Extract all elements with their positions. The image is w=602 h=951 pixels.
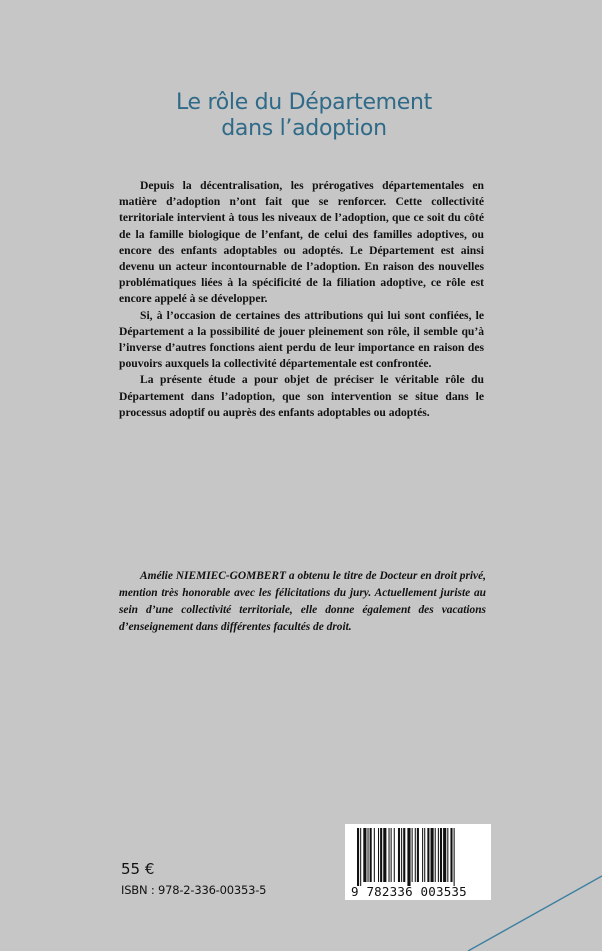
title-line-2: dans l’adoption <box>221 116 387 141</box>
author-bio-text: Amélie NIEMIEC-GOMBERT a obtenu le titre de Docteur en droit privé, mention très honorable avec les félicitations du jury. Actuellement juriste au sein d’une collectivité territoriale, elle donne également des vacations d’enseignement dans différentes facultés de droit. <box>119 570 486 633</box>
isbn-label: ISBN : 978-2-336-00353-5 <box>121 883 267 897</box>
summary-paragraph: Depuis la décentralisation, les prérogatives départementales en matière d’adoption n’ont fait que se renforcer. Cette collectivité territoriale intervient à tous les niveaux de l’adoption, que ce soit du côté de la famille biologique de l’enfant, de celui des familles adoptives, ou encore des enfants adoptables ou adoptés. Le Département est ainsi devenu un acteur incontournable de l’adoption. En raison des nouvelles problématiques liées à la spécificité de la filiation adoptive, ce rôle est encore appelé à se développer. <box>119 179 484 306</box>
title-line-1: Le rôle du Département <box>175 90 433 115</box>
summary-paragraph: Si, à l’occasion de certaines des attributions qui lui sont confiées, le Département a la possibilité de jouer pleinement son rôle, il semble qu’à l’inverse d’autres fonctions aient perdu de leur importance en raison des pouvoirs auxquels la collectivité départementale est confrontée. <box>119 308 484 371</box>
price-label: 55 € <box>121 860 155 878</box>
summary-paragraph: La présente étude a pour objet de préciser le véritable rôle du Département dans l’adoption, que son intervention se situe dans le processus adoptif ou auprès des enfants adoptables ou adoptés. <box>119 373 484 419</box>
barcode-digits: 9 782336 003535 <box>351 884 467 899</box>
